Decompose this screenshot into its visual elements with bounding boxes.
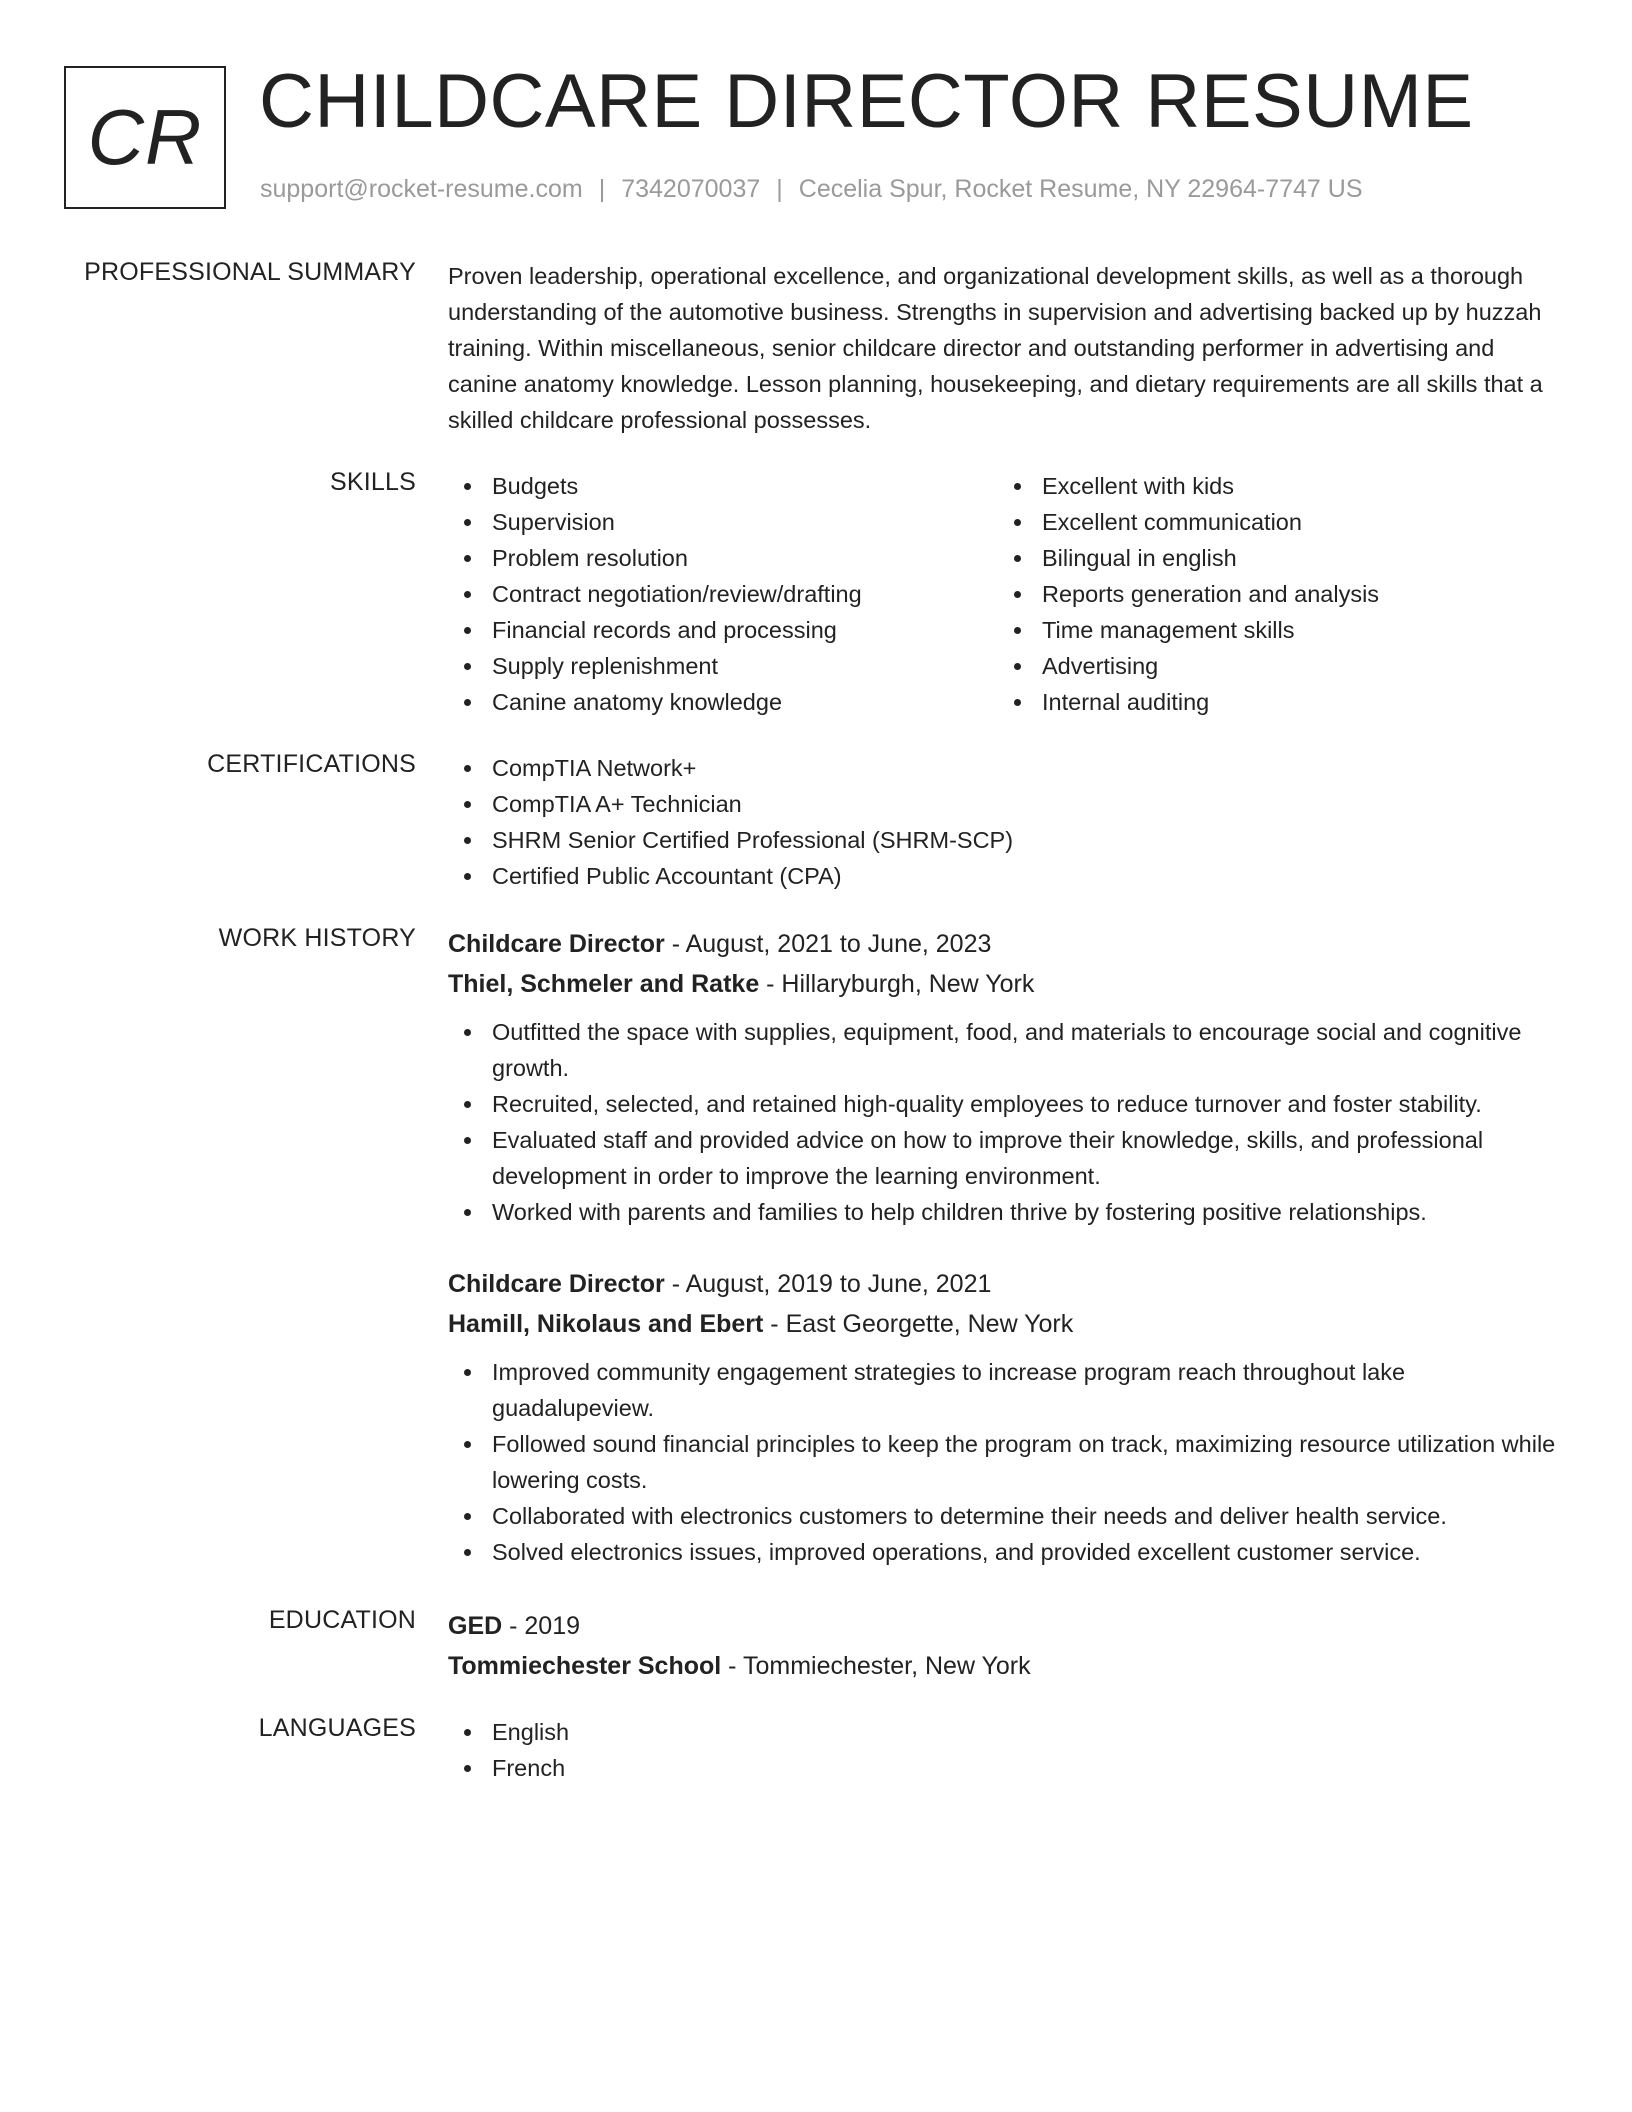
job-company-line (448, 964, 1568, 1004)
language-item: English (448, 1714, 1568, 1750)
job-company: Thiel, Schmeler and Ratke (448, 970, 760, 998)
job-bullet: Improved community engagement strategies to increase program reach throughout lake guadalupeview. (448, 1354, 1568, 1426)
job-title-line (448, 924, 1568, 964)
job-location: - Hillaryburgh, New York (759, 970, 1035, 998)
skill-item: Supervision (448, 504, 998, 540)
certification-item: CompTIA A+ Technician (448, 786, 1568, 822)
skill-item: Internal auditing (998, 684, 1548, 720)
job-title: Childcare Director (448, 930, 665, 958)
contact-email: support@rocket-resume.com (260, 175, 583, 203)
certification-item: CompTIA Network+ (448, 750, 1568, 786)
certification-item: SHRM Senior Certified Professional (SHRM-SCP) (448, 822, 1568, 858)
job-dates: - August, 2019 to June, 2021 (664, 1270, 992, 1298)
job-bullet: Followed sound financial principles to keep the program on track, maximizing resource utilization while lowering costs. (448, 1426, 1568, 1498)
job-bullets (448, 1354, 1568, 1570)
job-bullet: Recruited, selected, and retained high-quality employees to reduce turnover and foster stability. (448, 1086, 1568, 1122)
skill-item: Canine anatomy knowledge (448, 684, 998, 720)
skill-item: Advertising (998, 648, 1548, 684)
education-entry (448, 1606, 1568, 1686)
job-bullets (448, 1014, 1568, 1230)
contact-separator: | (776, 175, 783, 203)
job-entry (448, 1264, 1568, 1570)
resume-title: CHILDCARE DIRECTOR RESUME (259, 59, 1474, 144)
languages-label: LANGUAGES (258, 1714, 416, 1742)
skill-item: Bilingual in english (998, 540, 1548, 576)
education-location: - Tommiechester, New York (721, 1652, 1031, 1680)
certification-item: Certified Public Accountant (CPA) (448, 858, 1568, 894)
skill-item: Supply replenishment (448, 648, 998, 684)
job-bullet: Outfitted the space with supplies, equipment, food, and materials to encourage social and cognitive growth. (448, 1014, 1568, 1086)
education-year: - 2019 (502, 1612, 581, 1640)
skills-label: SKILLS (330, 468, 416, 496)
skill-item: Reports generation and analysis (998, 576, 1548, 612)
summary-label: PROFESSIONAL SUMMARY (84, 258, 416, 286)
skill-item: Problem resolution (448, 540, 998, 576)
education-degree: GED (448, 1612, 503, 1640)
skill-item: Financial records and processing (448, 612, 998, 648)
job-bullet: Evaluated staff and provided advice on how to improve their knowledge, skills, and professional development in order to improve the learning environment. (448, 1122, 1568, 1194)
monogram-text: CR (87, 93, 203, 181)
language-item: French (448, 1750, 1568, 1786)
skill-item: Excellent with kids (998, 468, 1548, 504)
education-school: Tommiechester School (448, 1652, 722, 1680)
contact-address: Cecelia Spur, Rocket Resume, NY 22964-7747 US (798, 175, 1363, 203)
job-company: Hamill, Nikolaus and Ebert (448, 1310, 764, 1338)
education-degree-line (448, 1606, 1568, 1646)
skill-item: Contract negotiation/review/drafting (448, 576, 998, 612)
job-title-line (448, 1264, 1568, 1304)
job-dates: - August, 2021 to June, 2023 (664, 930, 992, 958)
skill-item: Excellent communication (998, 504, 1548, 540)
monogram-box (64, 66, 226, 209)
job-entry (448, 924, 1568, 1230)
education-school-line (448, 1646, 1568, 1686)
job-bullet: Solved electronics issues, improved operations, and provided excellent customer service. (448, 1534, 1568, 1570)
contact-line (260, 175, 1363, 204)
contact-phone: 7342070037 (621, 175, 761, 203)
skill-item: Time management skills (998, 612, 1548, 648)
contact-separator: | (598, 175, 606, 203)
languages-list (448, 1714, 1568, 1786)
job-location: - East Georgette, New York (763, 1310, 1074, 1338)
certifications-label: CERTIFICATIONS (207, 750, 416, 778)
job-bullet: Worked with parents and families to help children thrive by fostering positive relationships. (448, 1194, 1568, 1230)
certifications-list (448, 750, 1568, 894)
skills-list-left (448, 468, 998, 720)
work-history-label: WORK HISTORY (218, 924, 416, 952)
skills-list-right (998, 468, 1548, 720)
education-label: EDUCATION (268, 1606, 416, 1634)
skills-columns (448, 468, 1568, 720)
job-bullet: Collaborated with electronics customers to determine their needs and deliver health service. (448, 1498, 1568, 1534)
summary-text: Proven leadership, operational excellence, and organizational development skills, as well as a thorough understanding of the automotive business. Strengths in supervision and advertising backed up by huzzah training. Within miscellaneous, senior childcare director and outstanding performer in advertising and canine anatomy knowledge. Lesson planning, housekeeping, and dietary requirements are all skills that a skilled childcare professional possesses. (448, 263, 1543, 433)
skill-item: Budgets (448, 468, 998, 504)
job-title: Childcare Director (448, 1270, 665, 1298)
job-company-line (448, 1304, 1568, 1344)
